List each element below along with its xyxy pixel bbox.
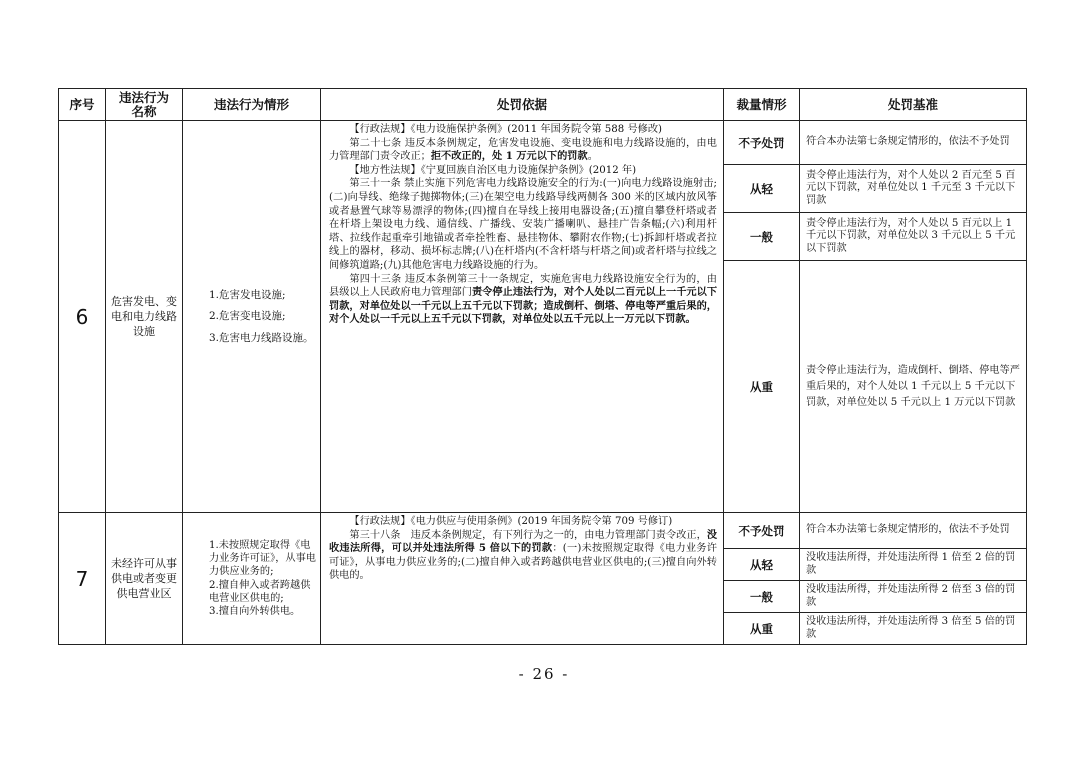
basis-local-regulation: 【地方性法规】《宁夏回族自治区电力设施保护条例》(2012 年)	[349, 164, 637, 176]
basis-article-31: 第三十一条 禁止实施下列危害电力线路设施安全的行为:(一)向电力线路设施射击;(二)向导线、绝缘子抛掷物体;(三)在架空电力线路导线两侧各 300 米的区域内放风筝或者悬置气球等易漂浮的物体;(四)擅自在导线上接用电器设备;(五)擅自攀登杆塔或者在杆塔上架设电力线、通信线、广播线、安装广播喇叭、悬挂广告条幅;(六)利用杆塔、拉线作起重牵引地锚或者牵拴牲畜、悬挂物体、攀附农作物;(七)拆卸杆塔或者拉线上的器材，移动、损坏标志牌;(八)在杆塔内(不含杆塔与杆塔之间)或者杆塔与拉线之间修筑道路;(九)其他危害电力线路设施的行为。	[329, 178, 717, 271]
basis-article-43: 第四十三条 违反本条例第三十一条规定，实施危害电力线路设施安全行为的，由县级以上人民政府电力管理部门责令停止违法行为，对个人处以二百元以上一千元以下罚款，对单位处以一千元以上五千元以下罚款；造成倒杆、倒塔、停电等严重后果的，对个人处以一千元以上五千元以下罚款，对单位处以五千元以上一万元以下罚款。	[329, 273, 718, 326]
situation-item: 3.擅自向外转供电。	[209, 605, 301, 617]
basis-regulation: 【行政法规】《电力设施保护条例》(2011 年国务院令第 588 号修改)	[349, 124, 663, 135]
situation-item: 1.未按照规定取得《电力业务许可证》，从事电力供应业务的;	[209, 539, 316, 578]
situation-item: 2.危害变电设施;	[209, 310, 286, 323]
standard-heavy: 责令停止违法行为，造成倒杆、倒塔、停电等严重后果的，对个人处以 1 千元以上 5 千元以下罚款，对单位处以 5 千元以上 1 万元以下罚款	[800, 261, 1027, 513]
header-seq: 序号	[59, 89, 106, 121]
row-name: 危害发电、变电和电力线路设施	[106, 121, 183, 513]
row-name: 未经许可从事供电或者变更供电营业区	[106, 513, 183, 645]
standard-light: 没收违法所得，并处违法所得 1 倍至 2 倍的罚款	[800, 549, 1027, 581]
situation-item: 1.危害发电设施;	[209, 288, 286, 301]
standard-normal: 责令停止违法行为，对个人处以 5 百元以上 1 千元以下罚款，对单位处以 3 千元以上 5 千元以下罚款	[800, 213, 1027, 261]
row-basis	[321, 513, 724, 645]
standard-normal: 没收违法所得，并处违法所得 2 倍至 3 倍的罚款	[800, 581, 1027, 613]
page-number: - 26 -	[518, 665, 570, 683]
row-seq: 6	[59, 121, 106, 513]
header-basis: 处罚依据	[321, 89, 724, 121]
basis-regulation: 【行政法规】《电力供应与使用条例》(2019 年国务院令第 709 号修订)	[349, 516, 673, 527]
row-seq: 7	[59, 513, 106, 645]
standard-light: 责令停止违法行为，对个人处以 2 百元至 5 百元以下罚款，对单位处以 1 千元至 3 千元以下罚款	[800, 165, 1027, 213]
level-normal: 一般	[724, 581, 800, 613]
header-row	[59, 89, 1027, 121]
level-none: 不予处罚	[724, 121, 800, 165]
level-heavy: 从重	[724, 261, 800, 513]
situation-item: 3.危害电力线路设施。	[209, 331, 314, 344]
table-row	[59, 121, 1027, 165]
penalty-table	[58, 88, 1027, 645]
standard-none: 符合本办法第七条规定情形的，依法不予处罚	[800, 121, 1027, 165]
row-situations	[183, 513, 321, 645]
level-heavy: 从重	[724, 613, 800, 645]
header-standard: 处罚基准	[800, 89, 1027, 121]
standard-none: 符合本办法第七条规定情形的，依法不予处罚	[800, 513, 1027, 549]
table-row	[59, 513, 1027, 549]
situation-item: 2.擅自伸入或者跨越供电营业区供电的;	[209, 579, 311, 604]
header-level: 裁量情形	[724, 89, 800, 121]
header-name: 违法行为名称	[106, 89, 183, 121]
standard-heavy: 没收违法所得，并处违法所得 3 倍至 5 倍的罚款	[800, 613, 1027, 645]
row-basis	[321, 121, 724, 513]
basis-article-38: 第三十八条 违反本条例规定，有下列行为之一的，由电力管理部门责令改正，没收违法所得，可以并处违法所得 5 倍以下的罚款：(一)未按照规定取得《电力业务许可证》，从事电力供应业务的;(二)擅自伸入或者跨越供电营业区供电的;(三)擅自向外转供电的。	[329, 528, 717, 582]
row-situations	[183, 121, 321, 513]
header-situation: 违法行为情形	[183, 89, 321, 121]
level-normal: 一般	[724, 213, 800, 261]
level-light: 从轻	[724, 549, 800, 581]
level-none: 不予处罚	[724, 513, 800, 549]
basis-article-27: 第二十七条 违反本条例规定，危害发电设施、变电设施和电力线路设施的，由电力管理部门责令改正；拒不改正的，处 1 万元以下的罚款。	[329, 137, 717, 163]
level-light: 从轻	[724, 165, 800, 213]
